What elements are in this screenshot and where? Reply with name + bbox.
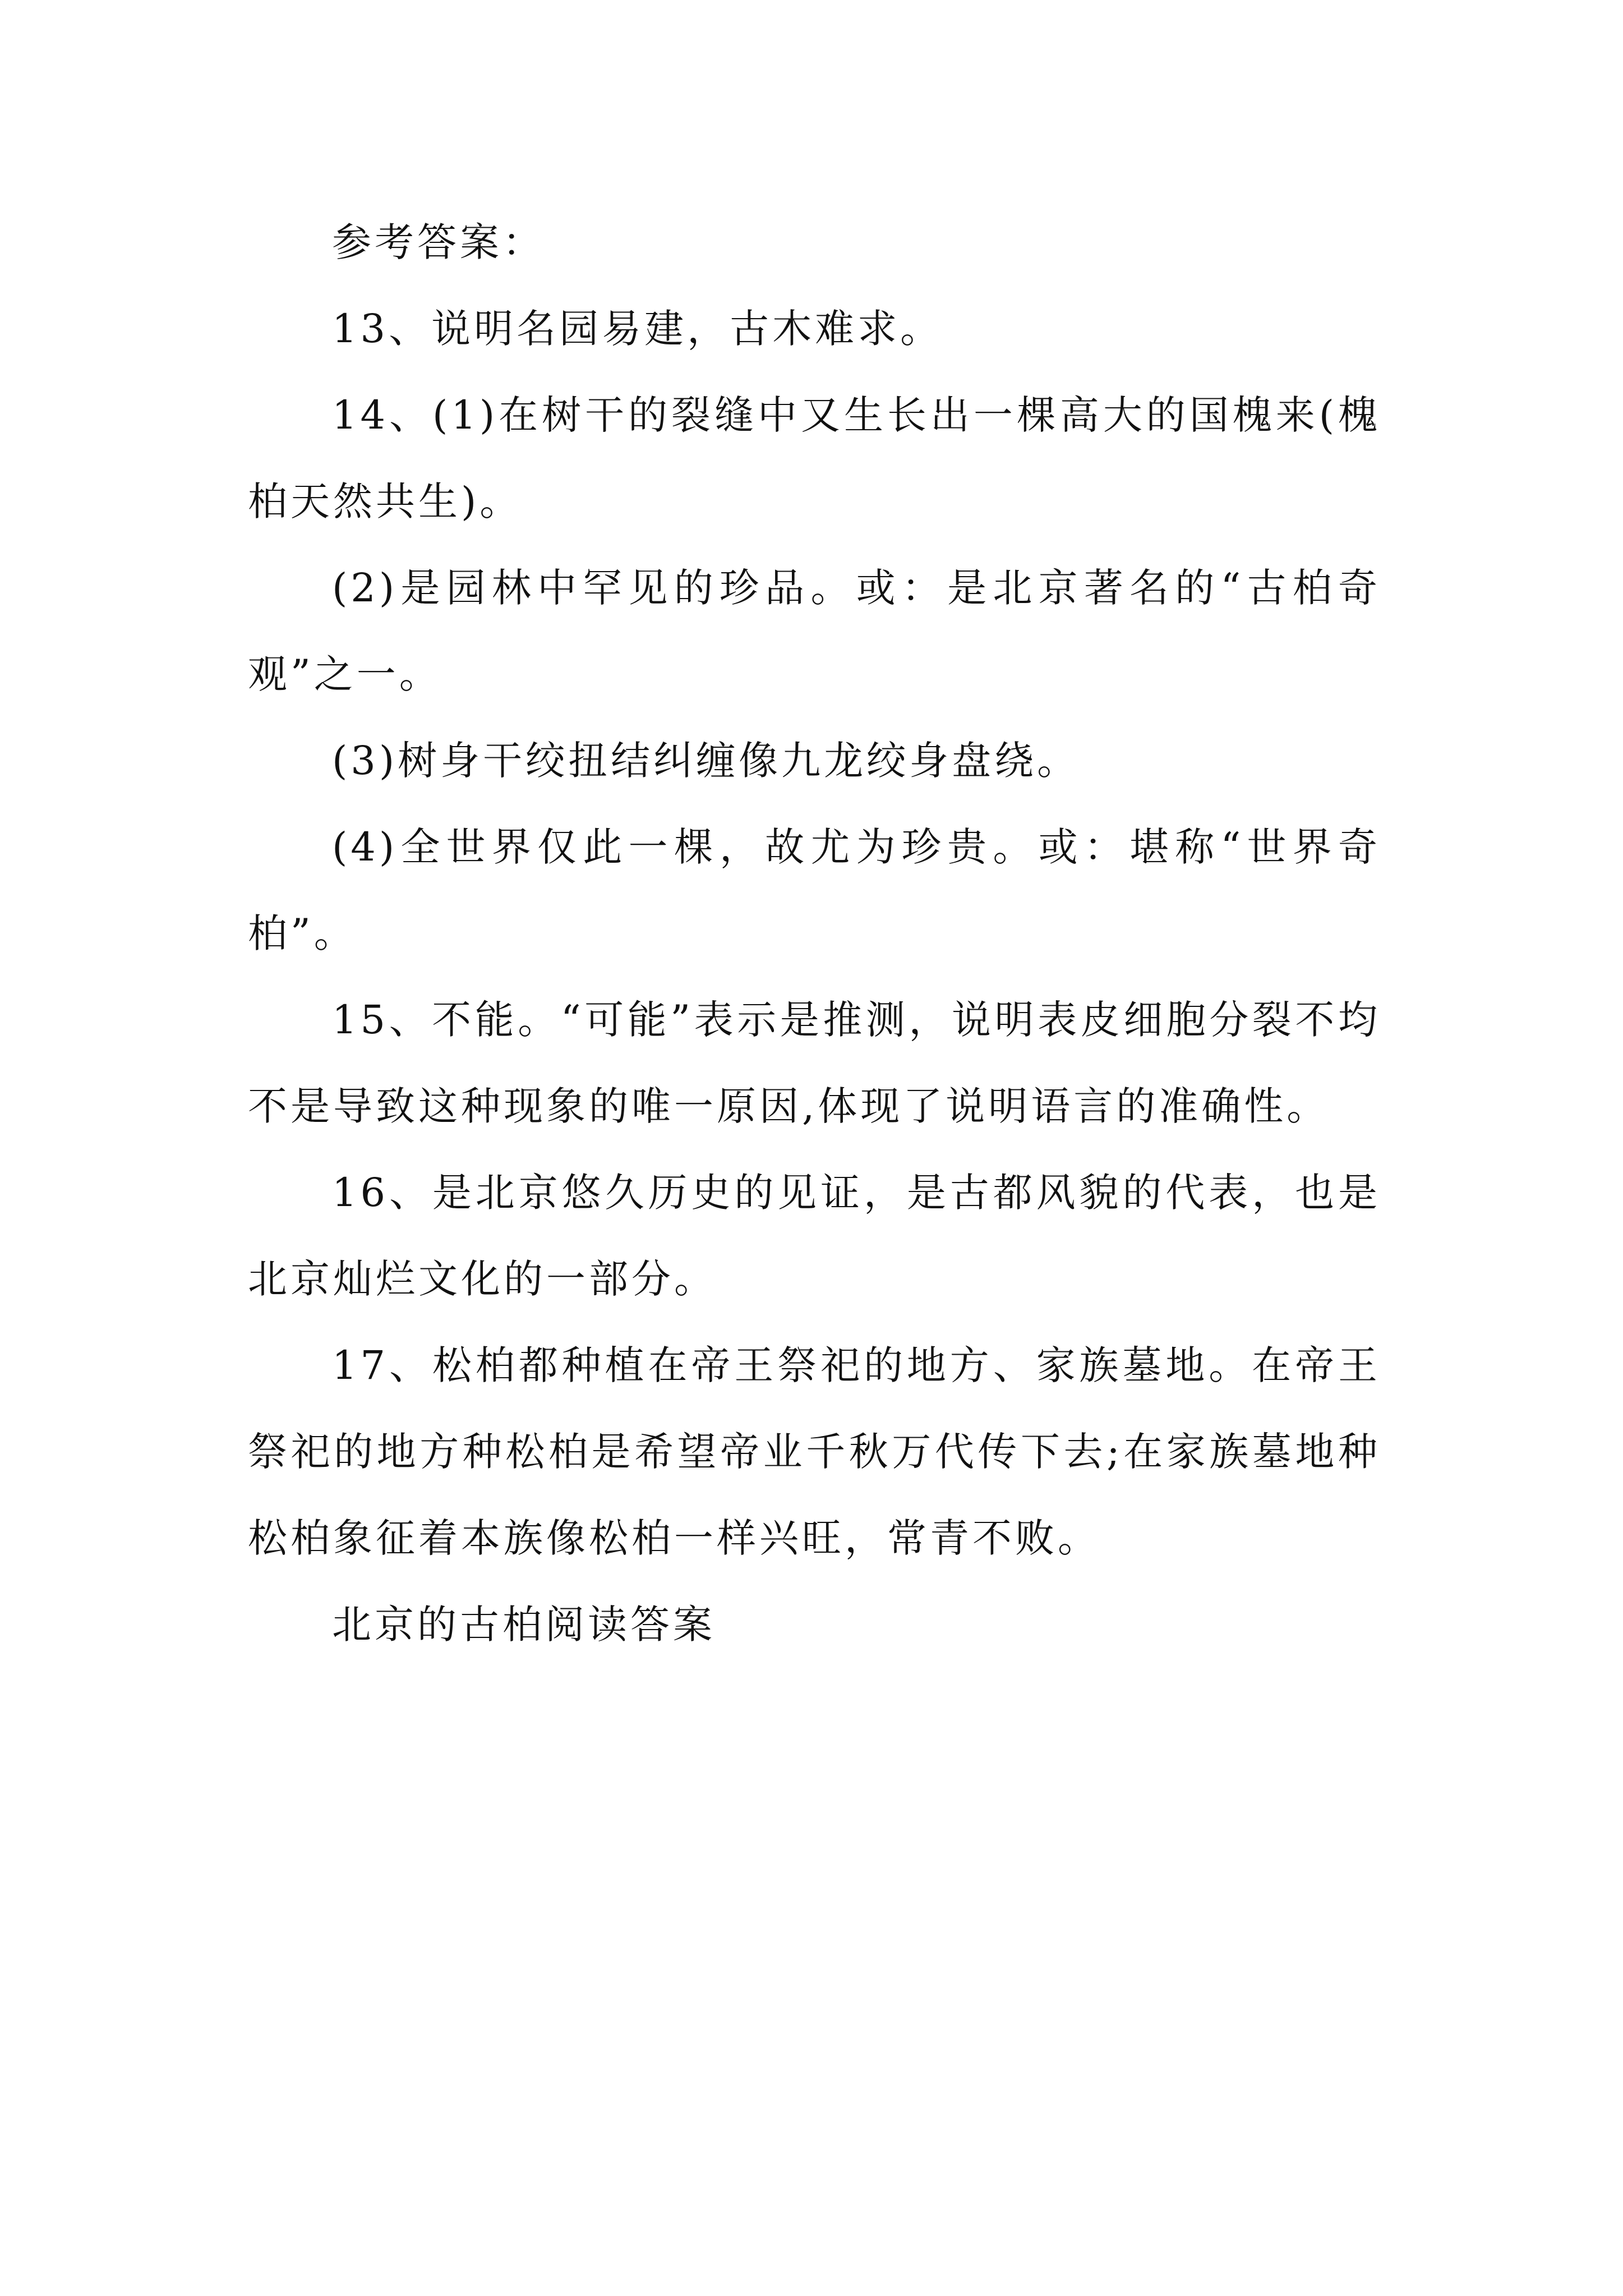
answer-16: 16、是北京悠久历史的见证，是古都风貌的代表，也是北京灿烂文化的一部分。 xyxy=(248,1170,1381,1302)
answer-17: 17、松柏都种植在帝王祭祀的地方、家族墓地。在帝王祭祀的地方种松柏是希望帝业千秋万代传下去;在家族墓地种松柏象征着本族像松柏一样兴旺，常青不败。 xyxy=(248,1342,1381,1561)
answer-14-part-2: (2)是园林中罕见的珍品。或：是北京著名的“古柏奇观”之一。 xyxy=(248,565,1381,697)
document-footer-title: 北京的古柏阅读答案 xyxy=(332,1602,716,1648)
answer-13: 13、说明名园易建，古木难求。 xyxy=(332,306,943,352)
answer-15: 15、不能。“可能”表示是推测，说明表皮细胞分裂不均不是导致这种现象的唯一原因,体现了说明语言的准确性。 xyxy=(248,997,1381,1129)
answer-heading: 参考答案： xyxy=(332,219,545,265)
answer-14-part-1: 14、(1)在树干的裂缝中又生长出一棵高大的国槐来(槐柏天然共生)。 xyxy=(248,392,1381,524)
answer-14-part-4: (4)全世界仅此一棵，故尤为珍贵。或：堪称“世界奇柏”。 xyxy=(248,824,1381,956)
answer-text-body xyxy=(248,199,1381,1668)
answer-14-part-3: (3)树身干绞扭结纠缠像九龙绞身盘绕。 xyxy=(332,738,1080,784)
